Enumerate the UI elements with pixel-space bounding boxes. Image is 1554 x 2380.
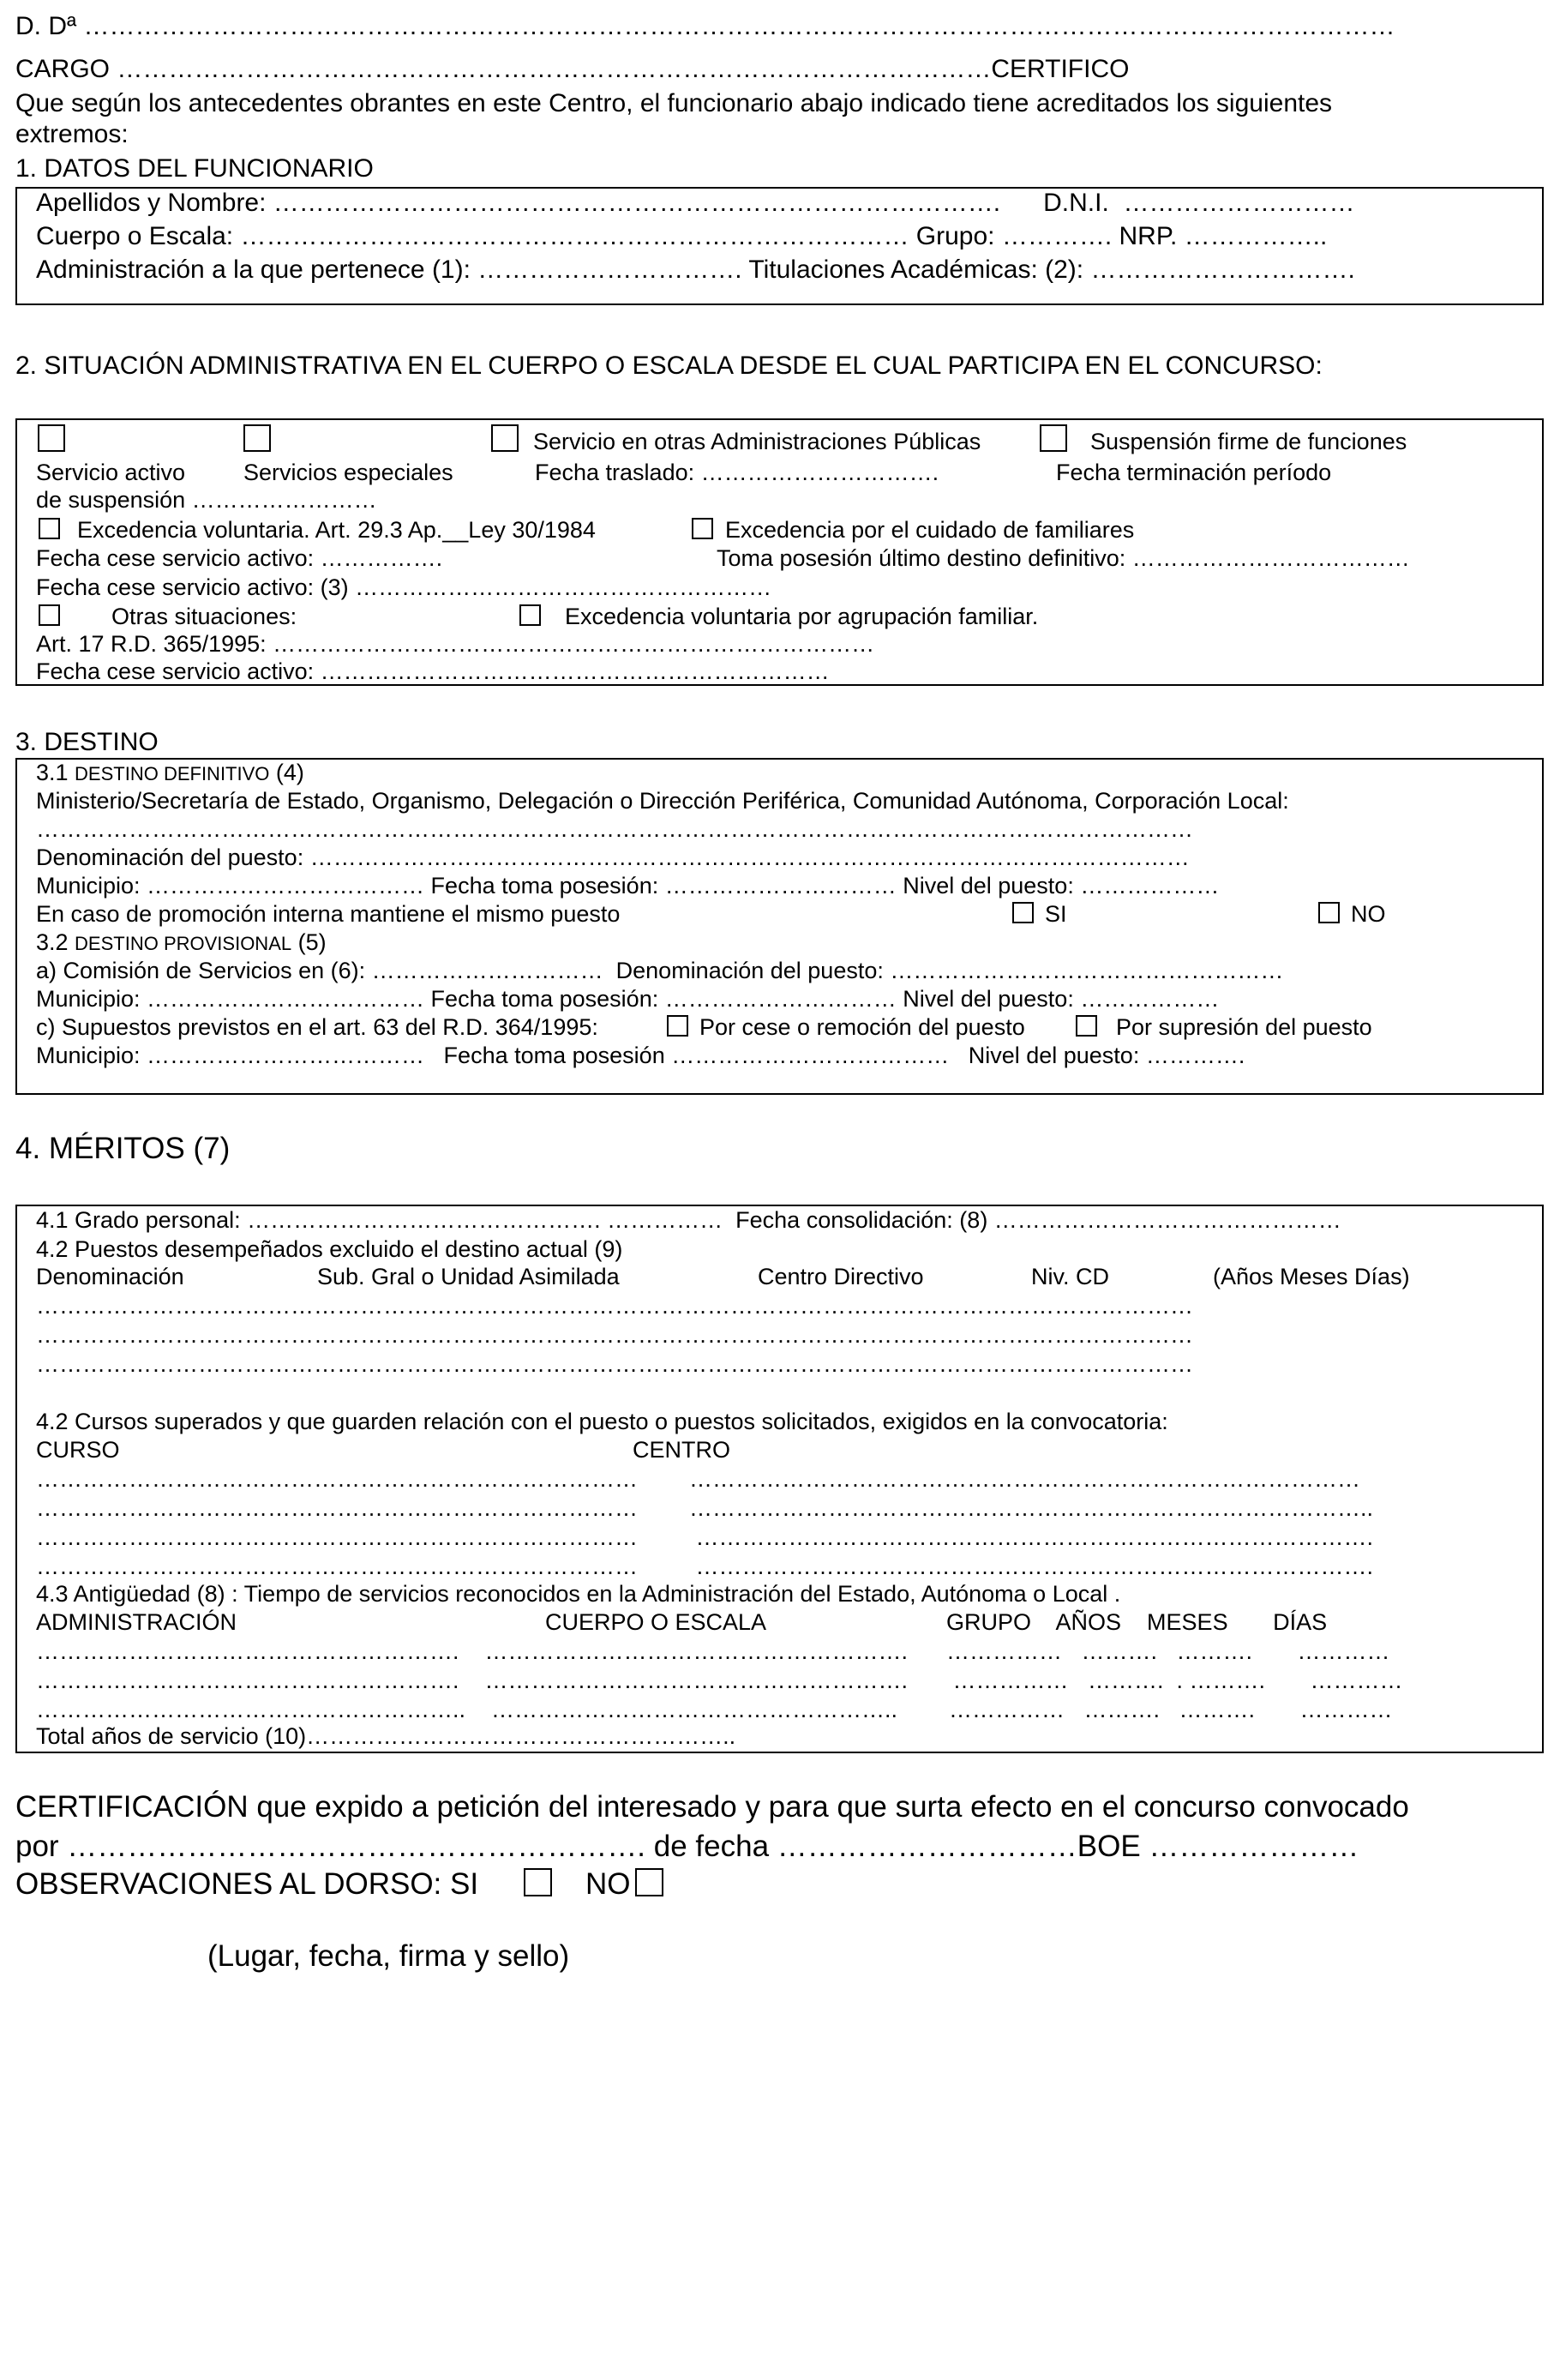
de-suspension: de suspensión …………………… (36, 487, 377, 513)
section-4-title: 4. MÉRITOS (7) (15, 1132, 231, 1165)
toma-posesion-ultimo: Toma posesión último destino definitivo: ……………………………… (717, 545, 1410, 571)
intro-line-2: extremos: (15, 120, 129, 148)
cursos-row: …………………………………………………………………… ……………………………………………………………………………. (36, 1524, 1374, 1550)
promocion-no-label: NO (1351, 901, 1386, 927)
observaciones-label: OBSERVACIONES AL DORSO: SI (15, 1867, 479, 1901)
suspension-label: Suspensión firme de funciones (1090, 429, 1407, 454)
suspension-checkbox[interactable] (1040, 424, 1067, 452)
otras-situaciones-checkbox[interactable] (39, 604, 60, 626)
otras-administraciones-checkbox[interactable] (491, 424, 519, 452)
ministerio-dots: …………………………………………………………………………………………………………………………………… (36, 816, 1193, 842)
col-centro-directivo: Centro Directivo (758, 1264, 924, 1289)
ministerio-line: Ministerio/Secretaría de Estado, Organismo, Delegación o Dirección Periférica, Comunidad Autónoma, Corporación Local: (36, 788, 1289, 814)
intro-line-1: Que según los antecedentes obrantes en este Centro, el funcionario abajo indicado tiene acreditados los siguientes (15, 89, 1333, 117)
excedencia-familiares-checkbox[interactable] (692, 518, 713, 539)
comision-servicios-line: a) Comisión de Servicios en (6): ………………………… Denominación del puesto: …………………………………………… (36, 958, 1284, 983)
antiguedad-row: ………………………………………………. ………………………………………………. …………… ………. ………. ………… (36, 1638, 1390, 1664)
cursos-row: …………………………………………………………………… …………………………………………………………………………….. (36, 1495, 1374, 1521)
municipio-provisional: Municipio: ……………………………… Fecha toma posesión: ………………………… Nivel del puesto: ……………… (36, 986, 1220, 1012)
antiguedad-row: ………………………………………………. ………………………………………………. …………… ………. . ………. ………… (36, 1668, 1403, 1693)
destino-definitivo-num: 3.1 (36, 760, 75, 785)
fecha-cese-1: Fecha cese servicio activo: ……………. (36, 545, 443, 571)
puestos-title: 4.2 Puestos desempeñados excluido el destino actual (9) (36, 1236, 623, 1262)
col-denominacion: Denominación (36, 1264, 184, 1289)
excedencia-agrupacion-label: Excedencia voluntaria por agrupación familiar. (565, 604, 1039, 629)
destino-provisional-label: DESTINO PROVISIONAL (75, 933, 292, 954)
destino-definitivo-note: (4) (269, 760, 304, 785)
otras-situaciones-label: Otras situaciones: (111, 604, 297, 629)
observaciones-si-checkbox[interactable] (524, 1868, 552, 1896)
art17-line: Art. 17 R.D. 365/1995: …………………………………………………………………… (36, 631, 875, 657)
promocion-interna-label: En caso de promoción interna mantiene el mismo puesto (36, 901, 621, 927)
servicios-especiales-label: Servicios especiales (243, 460, 453, 485)
fecha-cese-final: Fecha cese servicio activo: ………………………………………………………… (36, 658, 830, 684)
por-cese-label: Por cese o remoción del puesto (699, 1014, 1025, 1040)
section-3-title: 3. DESTINO (15, 728, 159, 756)
antiguedad-row: ……………………………………………….. …………………………………………….. …………… ………. ………. ………… (36, 1697, 1393, 1722)
cargo-line: CARGO …………………………………………………………………………………………CERTIFICO (15, 55, 1130, 83)
destino-provisional-heading (36, 929, 327, 956)
excedencia-familiares-label: Excedencia por el cuidado de familiares (725, 517, 1135, 543)
excedencia-voluntaria-label: Excedencia voluntaria. Art. 29.3 Ap.__Ley 30/1984 (77, 517, 596, 543)
promocion-si-label: SI (1045, 901, 1067, 927)
por-supresion-checkbox[interactable] (1076, 1015, 1097, 1037)
municipio-definitivo: Municipio: ……………………………… Fecha toma posesión: ………………………… Nivel del puesto: ……………… (36, 873, 1220, 899)
por-cese-checkbox[interactable] (667, 1015, 688, 1037)
cursos-row: …………………………………………………………………… ……………………………………………………………………………. (36, 1554, 1374, 1579)
lugar-fecha-firma: (Lugar, fecha, firma y sello) (207, 1939, 570, 1973)
otras-administraciones-label: Servicio en otras Administraciones Públicas (533, 429, 981, 454)
destino-definitivo-label: DESTINO DEFINITIVO (75, 763, 270, 784)
fecha-cese-3: Fecha cese servicio activo: (3) ……………………………………………… (36, 574, 772, 600)
antiguedad-title: 4.3 Antigüedad (8) : Tiempo de servicios reconocidos en la Administración del Estado, Autónoma o Local . (36, 1581, 1121, 1607)
observaciones-no-label: NO (585, 1867, 631, 1901)
por-supresion-label: Por supresión del puesto (1116, 1014, 1372, 1040)
administracion-line: Administración a la que pertenece (1): …………………………. Titulaciones Académicas: (2): …………………………. (36, 255, 1355, 284)
municipio-supuestos: Municipio: ……………………………… Fecha toma posesión ……………………………… Nivel del puesto: …………. (36, 1043, 1245, 1068)
puestos-row: …………………………………………………………………………………………………………………………………… (36, 1322, 1193, 1348)
excedencia-voluntaria-checkbox[interactable] (39, 518, 60, 539)
excedencia-agrupacion-checkbox[interactable] (519, 604, 541, 626)
dona-line: D. Dª ……………………………………………………………………………………………………………………………………… (15, 12, 1395, 40)
observaciones-no-checkbox[interactable] (635, 1868, 663, 1896)
apellidos-line: Apellidos y Nombre: …………………………………………………………………………. D.N.I. ……………………… (36, 189, 1355, 217)
cursos-title: 4.2 Cursos superados y que guarden relación con el puesto o puestos solicitados, exigidos en la convocatoria: (36, 1409, 1168, 1434)
servicio-activo-label: Servicio activo (36, 460, 186, 485)
destino-provisional-num: 3.2 (36, 929, 75, 955)
servicios-especiales-checkbox[interactable] (243, 424, 271, 452)
certificacion-line-1: CERTIFICACIÓN que expido a petición del interesado y para que surta efecto en el concurso convocado (15, 1790, 1409, 1824)
cuerpo-line: Cuerpo o Escala: …………………………………………………………………… Grupo: …………. NRP. …………….. (36, 222, 1328, 250)
puestos-row: …………………………………………………………………………………………………………………………………… (36, 1351, 1193, 1377)
fecha-terminacion: Fecha terminación período (1056, 460, 1332, 485)
promocion-no-checkbox[interactable] (1318, 902, 1340, 923)
section-2-title: 2. SITUACIÓN ADMINISTRATIVA EN EL CUERPO O ESCALA DESDE EL CUAL PARTICIPA EN EL CONCURSO: (15, 352, 1323, 380)
col-subgral: Sub. Gral o Unidad Asimilada (317, 1264, 620, 1289)
col-curso: CURSO (36, 1437, 120, 1463)
supuestos-label: c) Supuestos previstos en el art. 63 del R.D. 364/1995: (36, 1014, 598, 1040)
cursos-row: …………………………………………………………………… …………………………………………………………………………… (36, 1466, 1361, 1492)
grado-personal-line: 4.1 Grado personal: ………………………………………. …………… Fecha consolidación: (8) ……………………………………… (36, 1207, 1341, 1233)
col-niv-cd: Niv. CD (1031, 1264, 1109, 1289)
total-anos-servicio: Total años de servicio (10)……………………………………………….. (36, 1723, 736, 1749)
col-grupo-anos-meses-dias: GRUPO AÑOS MESES DÍAS (946, 1609, 1328, 1635)
col-anos-meses-dias: (Años Meses Días) (1213, 1264, 1410, 1289)
denominacion-definitivo: Denominación del puesto: …………………………………………………………………………………………………… (36, 844, 1190, 870)
certificacion-line-2: por …………………………………………………. de fecha …………………………BOE ………………… (15, 1830, 1359, 1863)
col-administracion: ADMINISTRACIÓN (36, 1609, 237, 1635)
destino-definitivo-heading (36, 760, 304, 786)
promocion-si-checkbox[interactable] (1012, 902, 1034, 923)
servicio-activo-checkbox[interactable] (38, 424, 65, 452)
section-1-title: 1. DATOS DEL FUNCIONARIO (15, 154, 374, 183)
col-cuerpo-escala: CUERPO O ESCALA (545, 1609, 767, 1635)
puestos-row: …………………………………………………………………………………………………………………………………… (36, 1293, 1193, 1319)
fecha-traslado: Fecha traslado: …………………………. (535, 460, 939, 485)
destino-provisional-note: (5) (291, 929, 327, 955)
col-centro: CENTRO (633, 1437, 730, 1463)
